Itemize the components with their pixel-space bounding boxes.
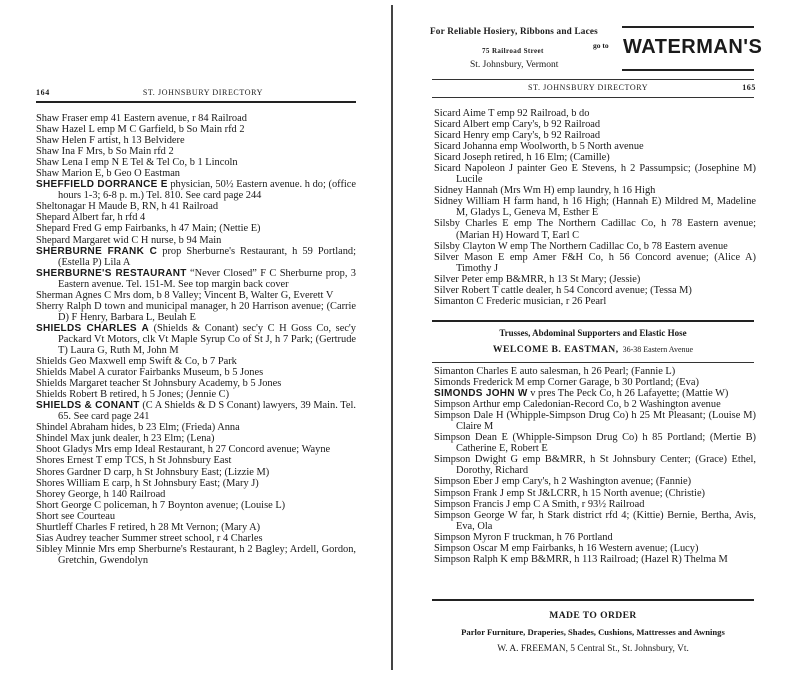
- entry-text: Shaw Hazel L emp M C Garfield, b So Main rfd 2: [36, 124, 245, 136]
- directory-entry: [36, 223, 356, 234]
- entry-text: Simpson Francis J emp C A Smith, r 93½ Railroad: [434, 498, 645, 510]
- directory-entry: [36, 378, 356, 389]
- header-rule-left: [36, 101, 356, 103]
- directory-entry: [36, 113, 356, 124]
- directory-entries-right-top: [434, 108, 756, 307]
- directory-entry: [434, 410, 756, 432]
- entry-text: “Never Closed” F C Sherburne prop, 3 Eastern avenue. Tel. 151-M. See top margin back cover: [58, 267, 356, 290]
- entry-text: Short George C policeman, h 7 Boynton avenue; (Louise L): [36, 499, 286, 511]
- eastman-ad: [432, 326, 754, 358]
- entry-text: Sicard Johanna emp Woolworth, b 5 North avenue: [434, 141, 644, 153]
- directory-entry: [434, 432, 756, 454]
- directory-entry: [36, 168, 356, 179]
- entry-text: Sicard Napoleon J painter Geo E Stevens, h 2 Passumpsic; (Josephine M) Lucile: [434, 163, 756, 186]
- directory-entry: [434, 499, 756, 510]
- entry-bold-name: SHEFFIELD DORRANCE E: [36, 179, 168, 191]
- directory-entry: [434, 185, 756, 196]
- directory-entry: [434, 476, 756, 487]
- entry-text: Simpson Eber J emp Cary's, h 2 Washington avenue; (Fannie): [434, 476, 692, 488]
- entry-text: Simpson Ralph K emp B&MRR, h 113 Railroad; (Hazel R) Thelma M: [434, 553, 728, 565]
- entry-bold-name: SHERBURNE FRANK C: [36, 245, 158, 257]
- entry-text: Shores Ernest T emp TCS, h St Johnsbury East: [36, 455, 232, 467]
- directory-entry: [36, 367, 356, 378]
- waterman-ad-text: [430, 26, 630, 36]
- entry-text: Simonds Frederick M emp Corner Garage, b 30 Portland; (Eva): [434, 377, 699, 389]
- directory-entry: [36, 179, 356, 201]
- directory-entry: [36, 500, 356, 511]
- entry-text: Short see Courteau: [36, 510, 116, 522]
- directory-entry: [434, 377, 756, 388]
- entry-text: Shepard Margaret wid C H nurse, b 94 Main: [36, 234, 222, 246]
- waterman-brand: WATERMAN'S: [623, 36, 763, 58]
- entry-text: Shorey George, h 140 Railroad: [36, 488, 166, 500]
- entry-text: Sidney Hannah (Mrs Wm H) emp laundry, h 16 High: [434, 185, 656, 197]
- directory-entry: [36, 533, 356, 544]
- waterman-top-rule: [622, 26, 754, 28]
- entry-text: Silver Mason E emp Amer F&H Co, h 56 Concord avenue; (Alice A) Timothy J: [434, 251, 756, 274]
- directory-entry: [36, 389, 356, 400]
- directory-entry: [36, 235, 356, 246]
- directory-entry: [434, 488, 756, 499]
- entry-text: Shields Geo Maxwell emp Swift & Co, b 7 Park: [36, 356, 237, 368]
- waterman-ad-line1: For Reliable Hosiery, Ribbons and Laces: [430, 26, 598, 36]
- entry-text: Sicard Albert emp Cary's, b 92 Railroad: [434, 119, 601, 131]
- directory-entry: [434, 130, 756, 141]
- directory-entry: [434, 532, 756, 543]
- entry-text: Silsby Charles E emp The Northern Cadillac Co, h 78 Eastern avenue; (Marian H) Howard T, Earl C: [434, 218, 756, 241]
- eastman-bottom-rule: [432, 362, 754, 363]
- directory-entry: [434, 218, 756, 240]
- entry-text: Sibley Minnie Mrs emp Sherburne's Restaurant, h 2 Bagley; Ardell, Gordon, Gretchin, Gwendolyn: [36, 543, 356, 566]
- directory-entry: [434, 510, 756, 532]
- entry-text: Simanton C Frederic musician, r 26 Pearl: [434, 295, 607, 307]
- waterman-city: St. Johnsbury, Vermont: [470, 60, 559, 70]
- directory-entries-left: [36, 113, 356, 566]
- entry-bold-name: SHIELDS CHARLES A: [36, 322, 150, 334]
- directory-entry: [36, 246, 356, 268]
- entry-text: Shaw Ina F Mrs, b So Main rfd 2: [36, 146, 174, 158]
- directory-entry: [36, 268, 356, 290]
- directory-entry: [36, 201, 356, 212]
- left-page: [0, 0, 390, 682]
- directory-entry: [434, 163, 756, 185]
- directory-entry: [434, 252, 756, 274]
- entry-text: Simpson Dale H (Whipple-Simpson Drug Co) h 25 Mt Pleasant; (Louise M) Claire M: [434, 410, 756, 433]
- directory-entry: [36, 212, 356, 223]
- directory-entry: [434, 108, 756, 119]
- freeman-ad-line3: W. A. FREEMAN, 5 Central St., St. Johnsbury, Vt.: [497, 644, 689, 654]
- entry-text: v pres The Peck Co, h 26 Lafayette; (Mattie W): [527, 388, 729, 400]
- entry-text: prop Sherburne's Restaurant, h 59 Portland; (Estella P) Lila A: [58, 245, 356, 268]
- entry-text: Sidney William H farm hand, h 16 High; (Hannah E) Mildred M, Madeline M, Gladys L, Geneva M, Esther E: [434, 196, 756, 219]
- directory-entry: [434, 296, 756, 307]
- running-head-title-right: ST. JOHNSBURY DIRECTORY: [528, 83, 649, 92]
- waterman-go-to: go to: [593, 41, 609, 50]
- directory-entry: [434, 388, 756, 399]
- entry-text: physician, 50½ Eastern avenue. h do; (office hours 1-3; 6-8 p. m.) Tel. 810. See card page 244: [58, 179, 357, 202]
- entry-text: Sicard Aime T emp 92 Railroad, b do: [434, 108, 590, 119]
- entry-text: Simpson Oscar M emp Fairbanks, h 16 Western avenue; (Lucy): [434, 542, 699, 554]
- entry-text: Sheltonagar H Maude B, RN, h 41 Railroad: [36, 201, 219, 213]
- entry-bold-name: SIMONDS JOHN W: [434, 388, 528, 400]
- directory-entry: [434, 399, 756, 410]
- eastman-top-rule: [432, 320, 754, 322]
- entry-text: Shurtleff Charles F retired, h 28 Mt Vernon; (Mary A): [36, 521, 261, 533]
- freeman-top-rule: [432, 599, 754, 601]
- entry-text: Silver Robert T cattle dealer, h 54 Concord avenue; (Tessa M): [434, 284, 692, 296]
- waterman-address: 75 Railroad Street: [482, 47, 544, 55]
- page-gutter-divider: [391, 5, 393, 670]
- running-head-title-left: ST. JOHNSBURY DIRECTORY: [142, 88, 263, 97]
- entry-text: Simpson Arthur emp Caledonian-Record Co, b 2 Washington avenue: [434, 399, 721, 411]
- directory-entry: [36, 400, 356, 422]
- directory-entry: [36, 146, 356, 157]
- directory-entry: [36, 444, 356, 455]
- entry-text: Simpson Dean E (Whipple-Simpson Drug Co) h 85 Portland; (Mertie B) Catherine E, Robert E: [434, 432, 756, 455]
- entry-text: Sherman Agnes C Mrs dom, b 8 Valley; Vincent B, Walter G, Everett V: [36, 289, 334, 301]
- right-page: [394, 0, 785, 682]
- directory-entry: [434, 285, 756, 296]
- directory-entry: [434, 454, 756, 476]
- directory-entry: [36, 301, 356, 323]
- entry-text: Shaw Marion E, b Geo O Eastman: [36, 168, 180, 180]
- directory-entries-right-bottom: [434, 366, 756, 565]
- entry-text: Shields Robert B retired, h 5 Jones; (Jennie C): [36, 389, 230, 401]
- directory-entry: [434, 119, 756, 130]
- entry-text: Silver Peter emp B&MRR, h 13 St Mary; (Jessie): [434, 273, 641, 285]
- directory-entry: [434, 366, 756, 377]
- eastman-ad-line1: Trusses, Abdominal Supporters and Elastic Hose: [499, 328, 687, 338]
- eastman-name: WELCOME B. EASTMAN,: [492, 344, 619, 355]
- directory-entry: [36, 124, 356, 135]
- header-top-rule-right: [432, 79, 754, 80]
- directory-entry: [434, 241, 756, 252]
- left-running-head: [36, 88, 356, 97]
- directory-entry: [434, 196, 756, 218]
- entry-text: Sias Audrey teacher Summer street school, r 4 Charles: [36, 532, 263, 544]
- entry-text: Simpson Frank J emp St J&LCRR, h 15 North avenue; (Christie): [434, 487, 706, 499]
- entry-text: Shaw Fraser emp 41 Eastern avenue, r 84 Railroad: [36, 113, 247, 124]
- page-number-right: 165: [742, 83, 756, 92]
- directory-entry: [36, 522, 356, 533]
- entry-text: Shindel Max junk dealer, h 23 Elm; (Lena): [36, 433, 215, 445]
- entry-text: Sicard Henry emp Cary's, b 92 Railroad: [434, 130, 601, 142]
- directory-entry: [36, 489, 356, 500]
- entry-text: Shores William E carp, h St Johnsbury East; (Mary J): [36, 477, 259, 489]
- freeman-ad-line1: MADE TO ORDER: [549, 610, 637, 621]
- entry-text: Sicard Joseph retired, h 16 Elm; (Camille): [434, 152, 610, 164]
- entry-text: Simpson Dwight G emp B&MRR, h St Johnsbury Center; (Grace) Ethel, Dorothy, Richard: [434, 454, 756, 477]
- right-running-head: [434, 83, 756, 92]
- directory-entry: [434, 554, 756, 565]
- directory-entry: [36, 323, 356, 356]
- header-rule-right: [432, 97, 754, 98]
- entry-text: (Shields & Conant) sec'y C H Goss Co, sec'y Packard Vt Motors, clk Vt Maple Syrup Co of St J, h 7 Park; (Gertrude T) Laura G, Ruth M, John M: [58, 322, 357, 356]
- freeman-ad: [430, 606, 756, 658]
- entry-text: Shepard Albert far, h rfd 4: [36, 212, 146, 224]
- entry-text: Shepard Fred G emp Fairbanks, h 47 Main; (Nettie E): [36, 223, 261, 235]
- eastman-address: 36-38 Eastern Avenue: [622, 345, 694, 354]
- directory-entry: [36, 356, 356, 367]
- entry-text: Simpson George W far, h Stark district rfd 4; (Kittie) Bernie, Bertha, Avis, Eva, Ola: [434, 509, 756, 532]
- directory-entry: [434, 274, 756, 285]
- directory-entry: [434, 543, 756, 554]
- directory-entry: [434, 141, 756, 152]
- entry-text: Shores Gardner D carp, h St Johnsbury East; (Lizzie M): [36, 466, 270, 478]
- entry-bold-name: SHERBURNE'S RESTAURANT: [36, 267, 187, 279]
- freeman-ad-line2: Parlor Furniture, Draperies, Shades, Cushions, Mattresses and Awnings: [461, 627, 725, 637]
- entry-text: (C A Shields & D S Conant) lawyers, 39 Main. Tel. 65. See card page 241: [58, 400, 356, 423]
- directory-entry: [36, 455, 356, 466]
- entry-text: Shaw Helen F artist, h 13 Belvidere: [36, 135, 185, 147]
- directory-entry: [36, 511, 356, 522]
- directory-entry: [36, 157, 356, 168]
- entry-text: Shindel Abraham hides, b 23 Elm; (Frieda) Anna: [36, 422, 240, 434]
- entry-text: Silsby Clayton W emp The Northern Cadillac Co, b 78 Eastern avenue: [434, 240, 728, 252]
- directory-entry: [36, 422, 356, 433]
- entry-text: Shields Mabel A curator Fairbanks Museum, b 5 Jones: [36, 367, 264, 379]
- entry-text: Shields Margaret teacher St Johnsbury Academy, b 5 Jones: [36, 378, 282, 390]
- entry-text: Simanton Charles E auto salesman, h 26 Pearl; (Fannie L): [434, 366, 676, 377]
- directory-entry: [36, 478, 356, 489]
- directory-entry: [36, 433, 356, 444]
- entry-text: Simpson Myron F truckman, h 76 Portland: [434, 531, 613, 543]
- directory-entry: [36, 467, 356, 478]
- entry-text: Sherry Ralph D town and municipal manager, h 20 Harrison avenue; (Carrie D) F Henry, Barbara L, Beulah E: [36, 300, 356, 323]
- directory-entry: [36, 290, 356, 301]
- directory-entry: [36, 544, 356, 566]
- waterman-bottom-rule: [622, 69, 754, 71]
- directory-entry: [434, 152, 756, 163]
- entry-bold-name: SHIELDS & CONANT: [36, 400, 140, 412]
- entry-text: Shoot Gladys Mrs emp Ideal Restaurant, h 27 Concord avenue; Wayne: [36, 444, 331, 456]
- entry-text: Shaw Lena I emp N E Tel & Tel Co, b 1 Lincoln: [36, 157, 238, 169]
- page-number-left: 164: [36, 88, 50, 97]
- directory-entry: [36, 135, 356, 146]
